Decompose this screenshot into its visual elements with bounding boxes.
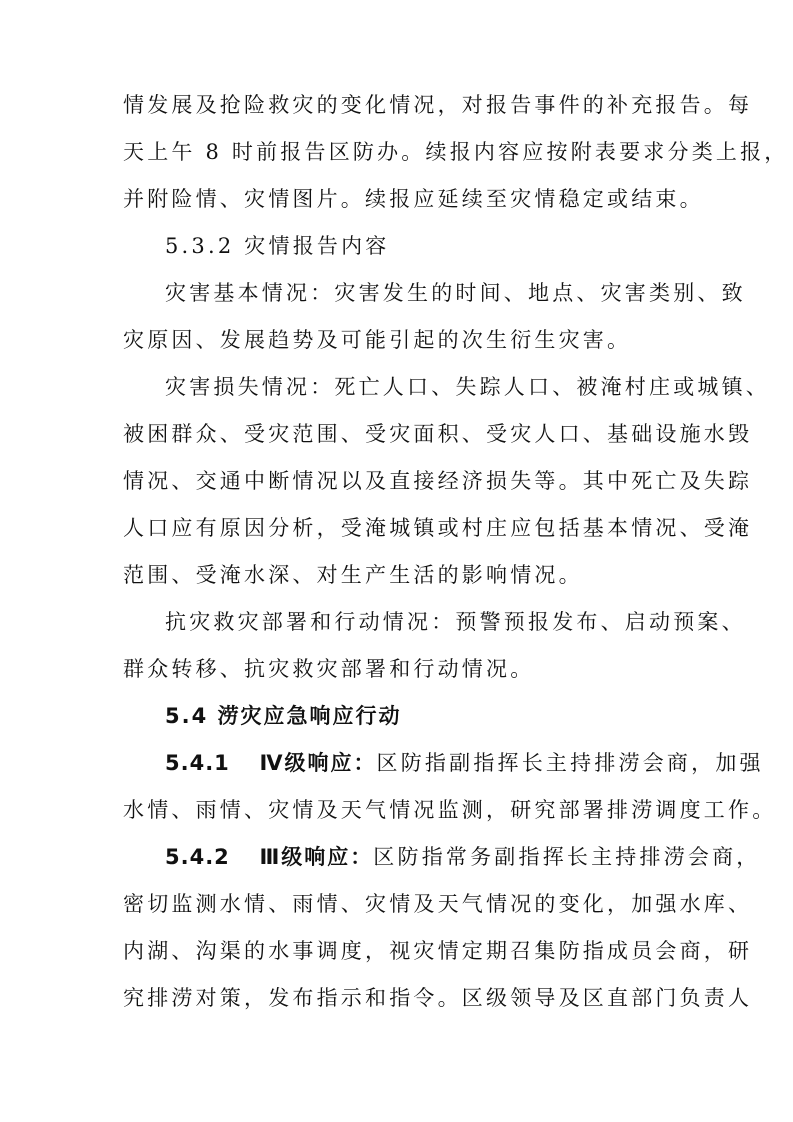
text-line: 人口应有原因分析，受淹城镇或村庄应包括基本情况、受淹	[123, 516, 753, 540]
text-line: 究排涝对策，发布指示和指令。区级领导及区直部门负责人	[123, 986, 753, 1010]
subsection-text: 区防指常务副指挥长主持排涝会商，	[373, 845, 761, 869]
text-line: 灾原因、发展趋势及可能引起的次生衍生灾害。	[123, 328, 632, 352]
text-line: 抗灾救灾部署和行动情况：预警预报发布、启动预案、	[165, 610, 746, 634]
text-line: 被困群众、受灾范围、受灾面积、受灾人口、基础设施水毁	[123, 422, 753, 446]
subsection-5-4-2	[165, 842, 793, 872]
text-line: 天上午 8 时前报告区防办。续报内容应按附表要求分类上报，	[123, 140, 789, 164]
text-line: 群众转移、抗灾救灾部署和行动情况。	[123, 657, 535, 681]
text-line: 并附险情、灾情图片。续报应延续至灾情稳定或结束。	[123, 187, 704, 211]
subsection-number: 5.4.2	[165, 845, 230, 869]
subsection-label: Ⅲ级响应：	[259, 845, 374, 869]
section-heading-5-3-2: 5.3.2 灾情报告内容	[165, 234, 390, 258]
subsection-number: 5.4.1	[165, 751, 230, 775]
section-heading-5-4: 5.4 涝灾应急响应行动	[165, 704, 402, 728]
subsection-label: Ⅳ级响应：	[259, 751, 377, 775]
text-line: 情发展及抢险救灾的变化情况，对报告事件的补充报告。每	[123, 93, 753, 117]
text-line: 密切监测水情、雨情、灾情及天气情况的变化，加强水库、	[123, 892, 753, 916]
text-line: 范围、受淹水深、对生产生活的影响情况。	[123, 563, 583, 587]
text-line: 灾害基本情况：灾害发生的时间、地点、灾害类别、致	[165, 281, 746, 305]
subsection-5-4-1	[165, 748, 793, 778]
subsection-text: 区防指副指挥长主持排涝会商，加强	[376, 751, 764, 775]
text-line: 内湖、沟渠的水事调度，视灾情定期召集防指成员会商，研	[123, 939, 753, 963]
text-line: 水情、雨情、灾情及天气情况监测，研究部署排涝调度工作。	[123, 798, 777, 822]
text-line: 灾害损失情况：死亡人口、失踪人口、被淹村庄或城镇、	[165, 375, 770, 399]
text-line: 情况、交通中断情况以及直接经济损失等。其中死亡及失踪	[123, 469, 753, 493]
